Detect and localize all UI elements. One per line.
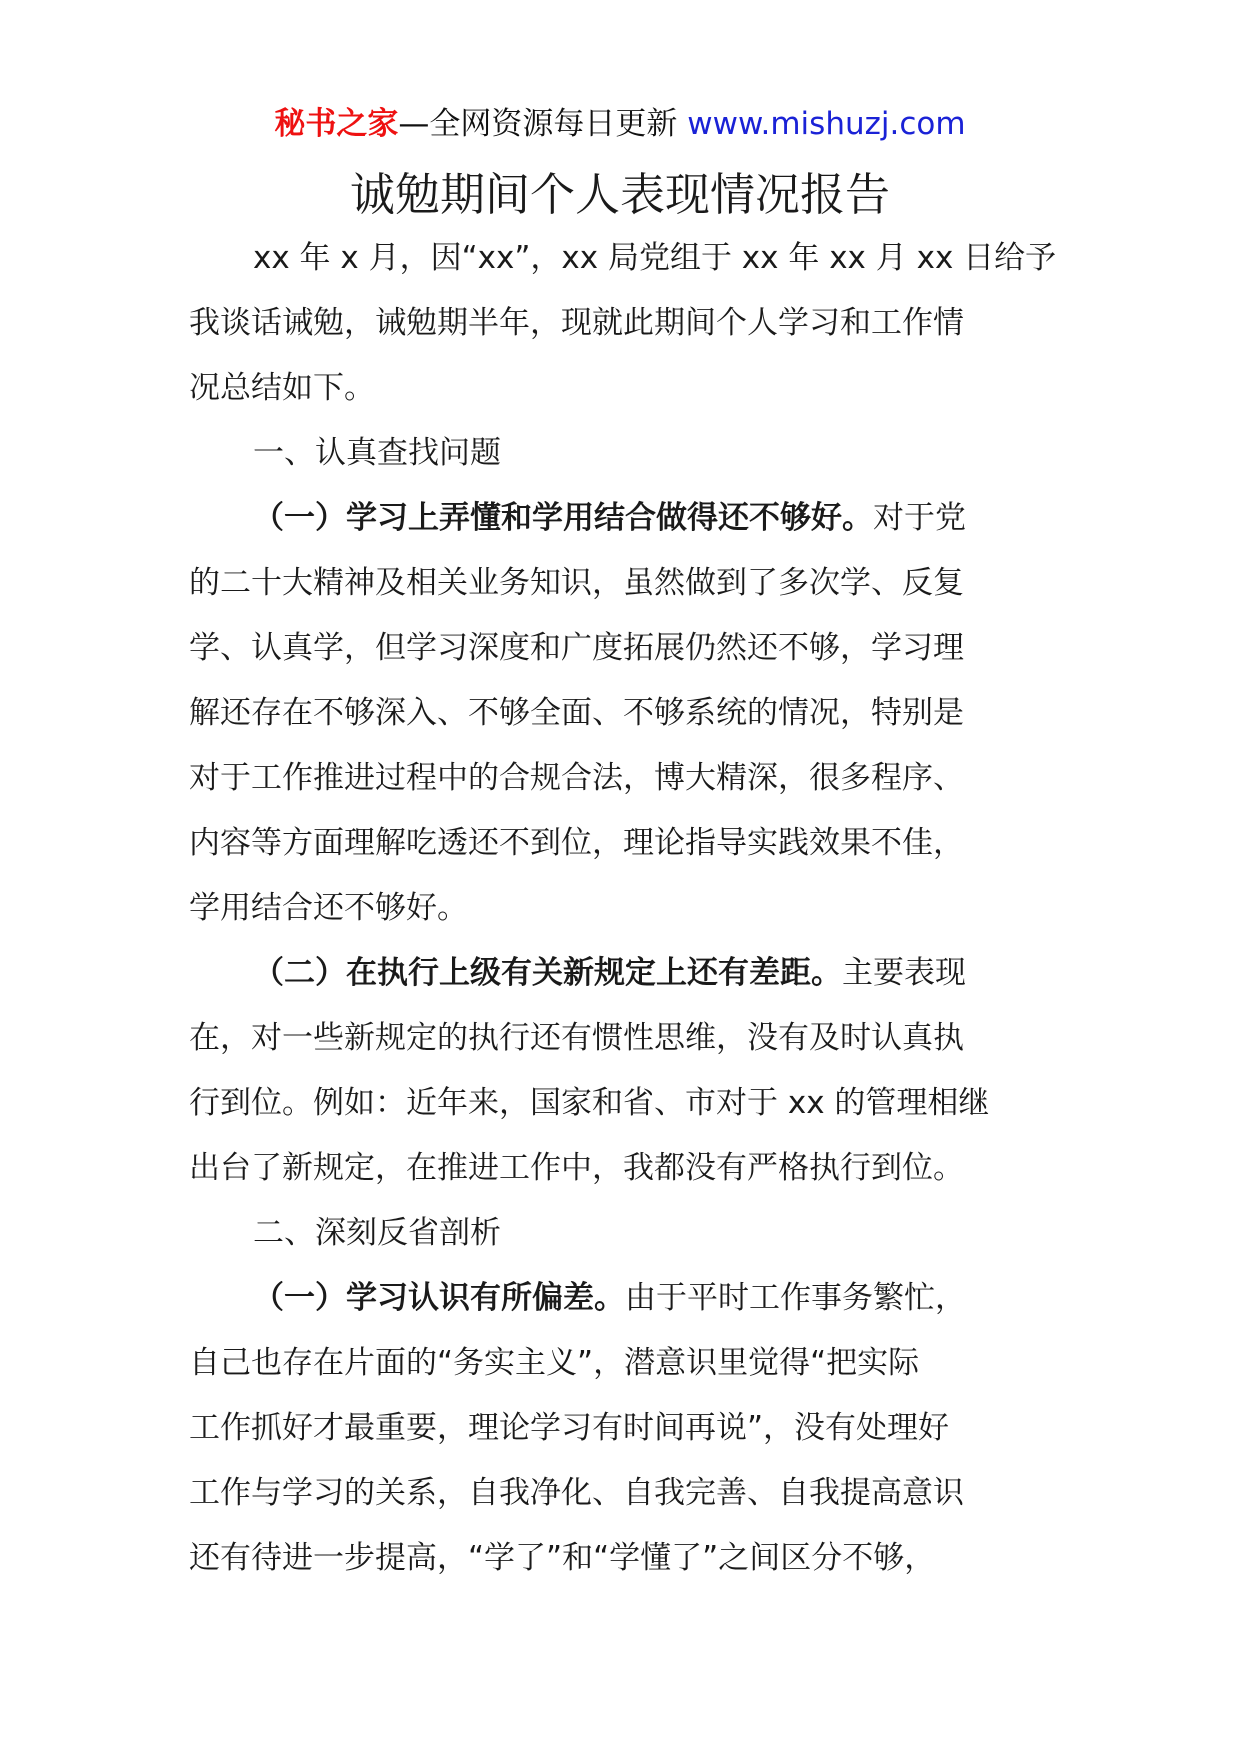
document-body bbox=[189, 226, 1057, 1591]
subheading-bold: （一）学习认识有所偏差。 bbox=[253, 1280, 625, 1316]
line-text: 还有待进一步提高，“学了”和“学懂了”之间区分不够， bbox=[189, 1540, 936, 1576]
line-text: 在，对一些新规定的执行还有惯性思维，没有及时认真执 bbox=[189, 1020, 964, 1056]
line-text: 自己也存在片面的“务实主义”，潜意识里觉得“把实际 bbox=[189, 1345, 920, 1381]
section-heading bbox=[189, 421, 1051, 486]
paragraph-line bbox=[189, 876, 1051, 941]
heading-text: 二、深刻反省剖析 bbox=[253, 1215, 501, 1251]
paragraph-line bbox=[189, 1136, 1051, 1201]
line-text: 的二十大精神及相关业务知识，虽然做到了多次学、反复 bbox=[189, 565, 964, 601]
line-text: 解还存在不够深入、不够全面、不够系统的情况，特别是 bbox=[189, 695, 964, 731]
paragraph-line bbox=[189, 681, 1051, 746]
site-header bbox=[0, 100, 1240, 148]
paragraph-line bbox=[189, 291, 1051, 356]
header-slogan: —全网资源每日更新 bbox=[398, 106, 678, 142]
paragraph-line bbox=[189, 551, 1051, 616]
paragraph-line bbox=[189, 1396, 1051, 1461]
line-text: 出台了新规定，在推进工作中，我都没有严格执行到位。 bbox=[189, 1150, 964, 1186]
brand-name: 秘书之家 bbox=[274, 106, 399, 142]
line-text: 工作抓好才最重要，理论学习有时间再说”，没有处理好 bbox=[189, 1410, 950, 1446]
paragraph-line bbox=[189, 616, 1051, 681]
line-text: 由于平时工作事务繁忙， bbox=[625, 1280, 966, 1316]
section-heading bbox=[189, 1201, 1051, 1266]
site-url-link[interactable]: www.mishuzj.com bbox=[687, 106, 966, 142]
line-text: 学、认真学，但学习深度和广度拓展仍然还不够，学习理 bbox=[189, 630, 964, 666]
paragraph-line bbox=[189, 486, 1051, 551]
paragraph-line bbox=[189, 1006, 1051, 1071]
line-text: 行到位。例如：近年来，国家和省、市对于 xx 的管理相继 bbox=[189, 1085, 990, 1121]
paragraph-line bbox=[189, 1266, 1051, 1331]
line-text: 主要表现 bbox=[842, 955, 966, 991]
line-text: 我谈话诫勉，诫勉期半年，现就此期间个人学习和工作情 bbox=[189, 305, 964, 341]
paragraph-line bbox=[189, 1071, 1051, 1136]
paragraph-line bbox=[189, 356, 1051, 421]
heading-text: 一、认真查找问题 bbox=[253, 435, 501, 471]
line-text: 内容等方面理解吃透还不到位，理论指导实践效果不佳， bbox=[189, 825, 964, 861]
paragraph-line bbox=[189, 226, 1057, 291]
document-title: 诚勉期间个人表现情况报告 bbox=[349, 168, 890, 221]
line-text: 对于党 bbox=[873, 500, 966, 536]
paragraph-line bbox=[189, 941, 1051, 1006]
paragraph-line bbox=[189, 1331, 1051, 1396]
paragraph-line bbox=[189, 746, 1051, 811]
subheading-bold: （一）学习上弄懂和学用结合做得还不够好。 bbox=[253, 500, 873, 536]
line-text: 工作与学习的关系，自我净化、自我完善、自我提高意识 bbox=[189, 1475, 964, 1511]
paragraph-line bbox=[189, 1461, 1051, 1526]
line-text: 对于工作推进过程中的合规合法，博大精深，很多程序、 bbox=[189, 760, 964, 796]
paragraph-line bbox=[189, 1526, 1051, 1591]
paragraph-line bbox=[189, 811, 1051, 876]
subheading-bold: （二）在执行上级有关新规定上还有差距。 bbox=[253, 955, 842, 991]
line-text: 况总结如下。 bbox=[189, 370, 375, 406]
line-text: 学用结合还不够好。 bbox=[189, 890, 468, 926]
line-text: xx 年 x 月，因“xx”，xx 局党组于 xx 年 xx 月 xx 日给予 bbox=[253, 240, 1057, 276]
